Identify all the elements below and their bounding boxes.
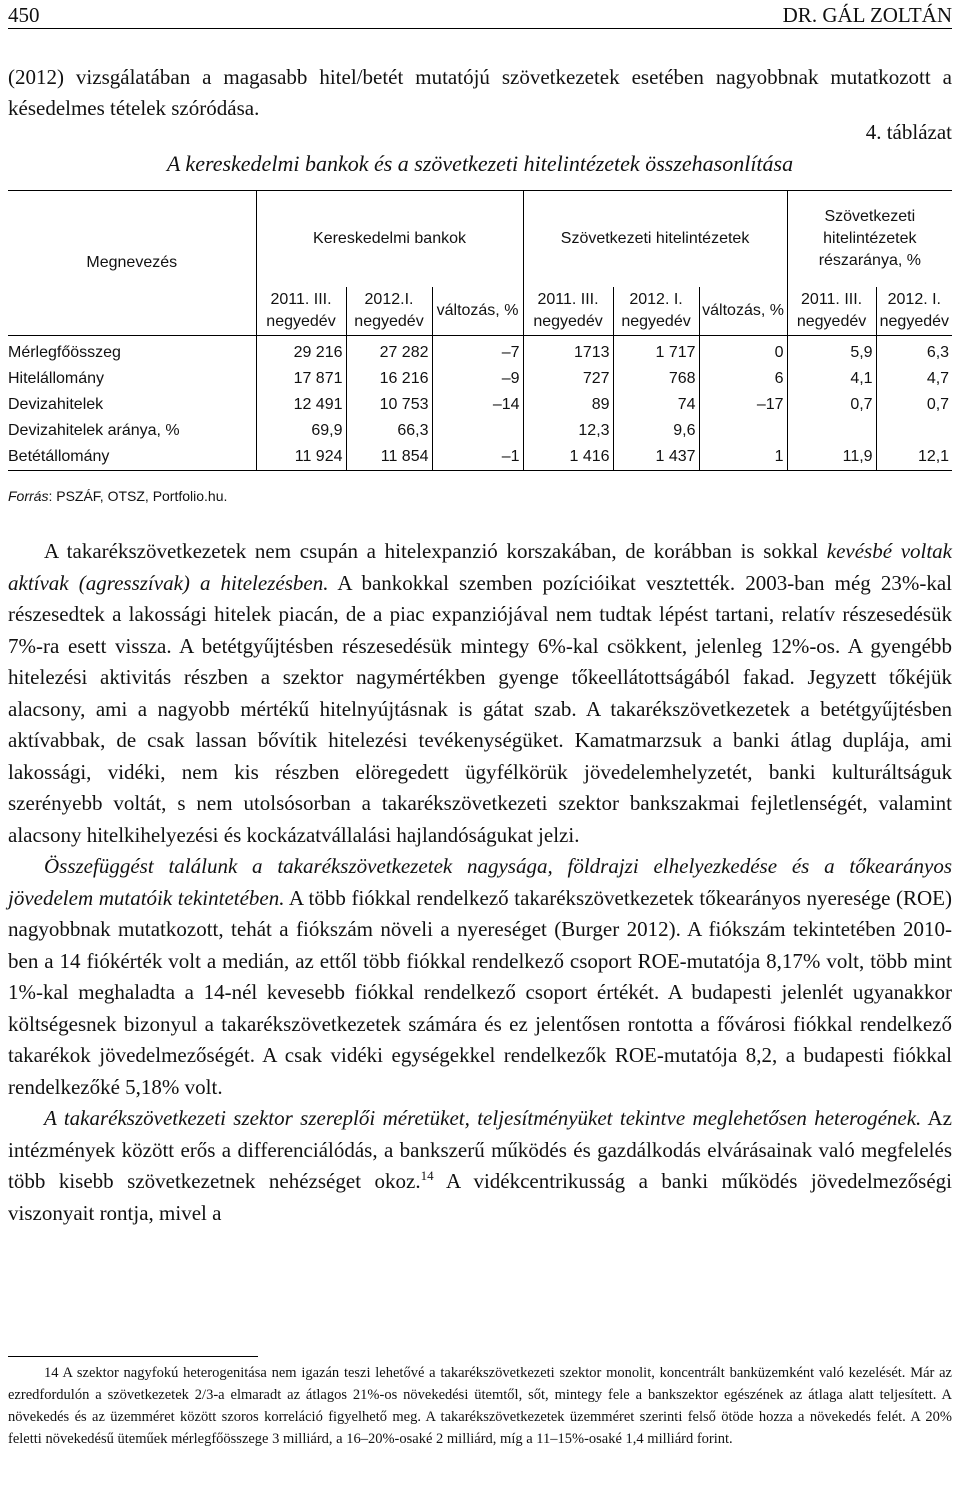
body-emphasis: kevésbé voltak aktívak (agresszívak) a hitelezésben. (8, 539, 952, 595)
table-number: 4. táblázat (865, 120, 952, 144)
table-cell: 6 (699, 366, 787, 392)
table-cell (432, 418, 523, 444)
table-cell: 1 416 (523, 444, 613, 471)
table-cell: 1 (699, 444, 787, 471)
body-paragraph (8, 1103, 952, 1229)
body-emphasis: Összefüggést találunk a takarékszövetkezetek nagysága, földrajzi elhelyezkedése és a tőkearányos jövedelem mutatóik tekintetében. (8, 854, 952, 910)
source-label: Forrás (8, 488, 49, 504)
table-row (8, 336, 952, 367)
table-cell: 4,7 (876, 366, 952, 392)
body-paragraph (8, 851, 952, 1103)
footnote: 14 A szektor nagyfokú heterogenitása nem igazán teszi lehetővé a takarékszövetkezeti szektor monolit, koncentrált banküzemként való kezelését. Már az ezredfordulón a szövetkezetek 2/3-a elmaradt az átlagos 21%-os növekedési ütemtől, sőt, mintegy fele a bankszektor egészének az átlaga alatt teljesített. A növekedés és az üzemméret között szoros korreláció figyelhető meg. A takarékszövetkezetek üzemméret szerinti felső ötöde hozza a növekedés felét. A 20% feletti növekedésű üteműek mérlegfőösszege 3 milliárd, a 16–20%-osaké 2 milliárd, míg a 11–15%-osaké 1,4 milliárd forint. (8, 1365, 952, 1447)
table-cell: 89 (523, 392, 613, 418)
table-cell (699, 418, 787, 444)
table-cell: 0 (699, 336, 787, 367)
table-cell: –17 (699, 392, 787, 418)
table-cell: 66,3 (346, 418, 432, 444)
table-cell (876, 418, 952, 444)
table-group-cooperative-share: Szövetkezeti hitelintézetek részaránya, % (787, 191, 952, 288)
table-cell: 27 282 (346, 336, 432, 367)
table-cell: 10 753 (346, 392, 432, 418)
footnote-reference[interactable]: 14 (420, 1168, 434, 1183)
table-cell: 74 (613, 392, 699, 418)
table-row (8, 366, 952, 392)
table-cell: 768 (613, 366, 699, 392)
table-cell: 0,7 (876, 392, 952, 418)
table-header-name: Megnevezés (8, 191, 256, 336)
body-emphasis: A takarékszövetkezeti szektor szereplői méretüket, teljesítményüket tekintve meglehetősen heterogének. (44, 1106, 922, 1130)
table-cell: 0,7 (787, 392, 876, 418)
table-cell: 11,9 (787, 444, 876, 471)
table-cell: –1 (432, 444, 523, 471)
table-group-cooperative-credit: Szövetkezeti hitelintézetek (523, 191, 787, 288)
body-text-run: A több fiókkal rendelkező takarékszövetkezetek tőkearányos nyeresége (ROE) nagyobbnak mutatkozott, tehát a fiókszám növeli a nyereséget (Burger 2012). A fiókszám tekintetében 2010-ben a 14 fiókérték volt a medián, az ettől több fiókkal rendelkező csoport ROE-mutatója 8,17% volt, több mint 1%-kal meghaladta a 14-nél kevesebb fiókkal rendelkező csoport értékét. A budapesti jelenlét ugyanakkor költségesnek bizonyul a takarékszövetkezetek számára és ez jelentősen rontotta a fővárosi fiókkal rendelkező takarékok jövedelmezőségét. A csak vidéki egységekkel rendelkezők ROE-mutatója 8,2, a budapesti fiókkal rendelkezőké 5,18% volt. (8, 885, 952, 1099)
table-cell: 11 854 (346, 444, 432, 471)
table-cell: 9,6 (613, 418, 699, 444)
table-cell: 5,9 (787, 336, 876, 367)
table-cell: 12,3 (523, 418, 613, 444)
table-cell (787, 418, 876, 444)
table-group-commercial-banks: Kereskedelmi bankok (256, 191, 523, 288)
body-text-run: A vidékcentrikusság a banki működés jövedelmezőségi viszonyait rontja, mivel a (8, 1169, 952, 1225)
footnote-divider (8, 1356, 258, 1357)
running-author: DR. GÁL ZOLTÁN (782, 3, 952, 27)
body-text-run: A takarékszövetkezetek nem csupán a hitelexpanzió korszakában, de korábban is sokkal (44, 539, 827, 563)
running-header (8, 2, 952, 29)
table-row-label: Hitelállomány (8, 370, 105, 387)
body-text-run: A bankokkal szemben pozícióikat vesztették. 2003-ban még 23%-kal részesedtek a lakossági hitelek piacán, de a piac expanziójával nem tudtak lépést tartani, relatív részesedésük 7%-ra esett vissza. A betétgyűjtésben részesedésük mintegy 6%-kal csökkent, jelenleg 12%-os. A gyengébb hitelezési aktivitás részben a szektor nagymértékben gyenge tőkeellátottságából fakad. Jegyzett tőkéjük alacsony, ami a nagyobb mértékű hitelnyújtásnak is gátat szab. A takarékszövetkezetek a betétgyűjtésben aktívabbak, de csak lassan bővítik hitelezési tevékenységüket. Kamatmarzsuk a banki átlag duplája, ami lakossági, vidéki, nem kis részben elöregedett ügyfélkörük jövedelemhelyzetét, banki kulturáltságuk szerényebb voltát, s nem utolsósorban a takarékszövetkezeti szektor bankszakmai fejletlenségét, valamint alacsony hitelkihelyezési és kockázatvállalási hajlandóságukat jelzi. (8, 570, 952, 847)
body-text (8, 536, 952, 1229)
table-row (8, 444, 952, 471)
table-row (8, 418, 952, 444)
table-cell: 17 871 (256, 366, 346, 392)
table-row-label: Devizahitelek (8, 396, 104, 413)
table-cell: 12 491 (256, 392, 346, 418)
table-cell: 1713 (523, 336, 613, 367)
source-text: : PSZÁF, OTSZ, Portfolio.hu. (48, 488, 228, 504)
table-cell: 69,9 (256, 418, 346, 444)
table-subheader: 2012. I. negyedév (613, 287, 699, 336)
table-cell: 1 437 (613, 444, 699, 471)
table-cell: 727 (523, 366, 613, 392)
body-paragraph (8, 536, 952, 851)
table-row-label: Devizahitelek aránya, % (8, 422, 180, 439)
table-cell: 16 216 (346, 366, 432, 392)
table-cell: 12,1 (876, 444, 952, 471)
table-cell: 1 717 (613, 336, 699, 367)
table-cell: –7 (432, 336, 523, 367)
table-cell: 6,3 (876, 336, 952, 367)
table-subheader: 2011. III. negyedév (787, 287, 876, 336)
table-subheader: 2012.I. negyedév (346, 287, 432, 336)
table-cell: –9 (432, 366, 523, 392)
table-row (8, 392, 952, 418)
table-subheader: 2011. III. negyedév (523, 287, 613, 336)
table-cell: 11 924 (256, 444, 346, 471)
table-subheader: 2012. I. negyedév (876, 287, 952, 336)
page-number: 450 (8, 3, 40, 27)
table-title: A kereskedelmi bankok és a szövetkezeti hitelintézetek összehasonlítása (166, 151, 794, 176)
table-source (8, 486, 227, 506)
table-subheader: változás, % (699, 287, 787, 336)
table-row-label: Mérlegfőösszeg (8, 344, 121, 361)
table-cell: 4,1 (787, 366, 876, 392)
table-subheader: 2011. III. negyedév (256, 287, 346, 336)
comparison-table (8, 190, 952, 471)
table-cell: 29 216 (256, 336, 346, 367)
intro-paragraph: (2012) vizsgálatában a magasabb hitel/betét mutatójú szövetkezetek esetében nagyobbnak mutatkozott a késedelmes tételek szóródása. (8, 65, 952, 120)
body-text-run: Az intézmények között erős a differenciálódás, a bankszerű működés és gazdálkodás elvárásainak való megfelelés több kisebb szövetkezetnek nehézséget okoz. (8, 1106, 953, 1193)
table-subheader: változás, % (432, 287, 523, 336)
table-cell: –14 (432, 392, 523, 418)
table-row-label: Betétállomány (8, 444, 256, 471)
